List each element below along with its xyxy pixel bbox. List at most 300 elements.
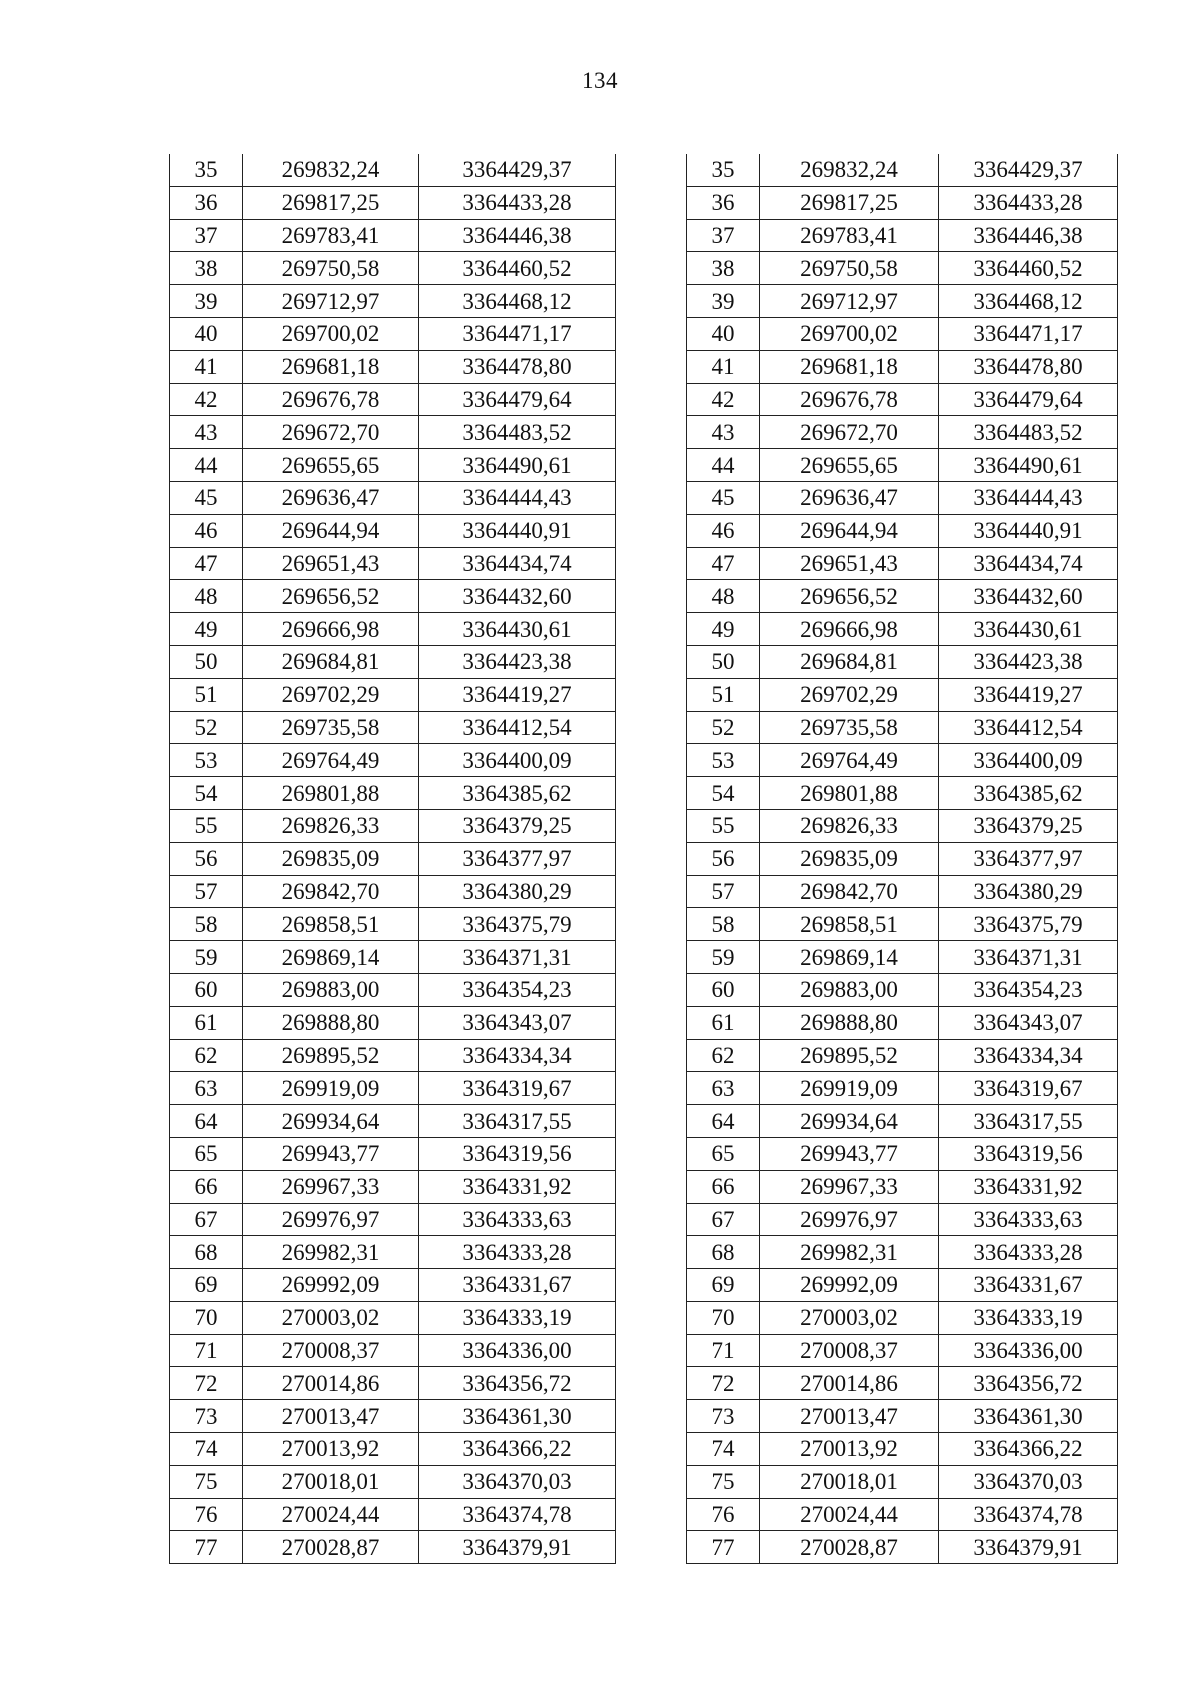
y-coordinate-cell: 3364319,67	[419, 1072, 616, 1105]
y-coordinate-cell: 3364366,22	[419, 1433, 616, 1466]
y-coordinate-cell: 3364333,28	[939, 1236, 1118, 1269]
y-coordinate-cell: 3364434,74	[939, 547, 1118, 580]
x-coordinate-cell: 269976,97	[243, 1203, 419, 1236]
table-row	[687, 1039, 1118, 1072]
point-number-cell: 68	[687, 1236, 760, 1269]
table-row	[687, 777, 1118, 810]
point-number-cell: 58	[170, 908, 243, 941]
x-coordinate-cell: 269702,29	[243, 678, 419, 711]
x-coordinate-cell: 269967,33	[243, 1170, 419, 1203]
table-row	[687, 219, 1118, 252]
y-coordinate-cell: 3364433,28	[419, 186, 616, 219]
table-row	[687, 809, 1118, 842]
table-row	[687, 1170, 1118, 1203]
x-coordinate-cell: 269895,52	[243, 1039, 419, 1072]
y-coordinate-cell: 3364446,38	[939, 219, 1118, 252]
table-row	[687, 1236, 1118, 1269]
x-coordinate-cell: 269832,24	[760, 154, 939, 186]
x-coordinate-cell: 269655,65	[243, 449, 419, 482]
table-row	[687, 481, 1118, 514]
point-number-cell: 60	[170, 973, 243, 1006]
x-coordinate-cell: 269888,80	[243, 1006, 419, 1039]
y-coordinate-cell: 3364432,60	[939, 580, 1118, 613]
y-coordinate-cell: 3364331,67	[419, 1269, 616, 1302]
point-number-cell: 66	[170, 1170, 243, 1203]
y-coordinate-cell: 3364356,72	[419, 1367, 616, 1400]
table-row	[170, 1334, 616, 1367]
table-row	[170, 547, 616, 580]
point-number-cell: 64	[687, 1105, 760, 1138]
x-coordinate-cell: 269684,81	[243, 645, 419, 678]
point-number-cell: 65	[170, 1137, 243, 1170]
table-row	[170, 481, 616, 514]
table-row	[687, 1006, 1118, 1039]
table-row	[687, 1433, 1118, 1466]
x-coordinate-cell: 269681,18	[760, 350, 939, 383]
point-number-cell: 52	[687, 711, 760, 744]
point-number-cell: 65	[687, 1137, 760, 1170]
point-number-cell: 42	[170, 383, 243, 416]
point-number-cell: 69	[687, 1269, 760, 1302]
table-row	[687, 711, 1118, 744]
point-number-cell: 68	[170, 1236, 243, 1269]
y-coordinate-cell: 3364336,00	[419, 1334, 616, 1367]
point-number-cell: 67	[170, 1203, 243, 1236]
x-coordinate-cell: 269869,14	[243, 941, 419, 974]
table-row	[170, 350, 616, 383]
y-coordinate-cell: 3364468,12	[419, 285, 616, 318]
table-row	[170, 645, 616, 678]
point-number-cell: 38	[170, 252, 243, 285]
y-coordinate-cell: 3364370,03	[939, 1465, 1118, 1498]
y-coordinate-cell: 3364483,52	[419, 416, 616, 449]
point-number-cell: 41	[687, 350, 760, 383]
x-coordinate-cell: 270018,01	[243, 1465, 419, 1498]
y-coordinate-cell: 3364366,22	[939, 1433, 1118, 1466]
x-coordinate-cell: 269982,31	[243, 1236, 419, 1269]
x-coordinate-cell: 269992,09	[243, 1269, 419, 1302]
point-number-cell: 36	[687, 186, 760, 219]
point-number-cell: 39	[170, 285, 243, 318]
point-number-cell: 71	[170, 1334, 243, 1367]
point-number-cell: 59	[687, 941, 760, 974]
table-row	[170, 1170, 616, 1203]
y-coordinate-cell: 3364336,00	[939, 1334, 1118, 1367]
x-coordinate-cell: 269883,00	[760, 973, 939, 1006]
x-coordinate-cell: 269826,33	[243, 809, 419, 842]
x-coordinate-cell: 270013,92	[243, 1433, 419, 1466]
y-coordinate-cell: 3364440,91	[419, 514, 616, 547]
point-number-cell: 76	[170, 1498, 243, 1531]
point-number-cell: 35	[687, 154, 760, 186]
x-coordinate-cell: 269666,98	[243, 613, 419, 646]
y-coordinate-cell: 3364370,03	[419, 1465, 616, 1498]
table-row	[170, 875, 616, 908]
y-coordinate-cell: 3364317,55	[939, 1105, 1118, 1138]
y-coordinate-cell: 3364460,52	[939, 252, 1118, 285]
y-coordinate-cell: 3364385,62	[939, 777, 1118, 810]
x-coordinate-cell: 269702,29	[760, 678, 939, 711]
table-row	[170, 1236, 616, 1269]
point-number-cell: 75	[687, 1465, 760, 1498]
y-coordinate-cell: 3364319,56	[939, 1137, 1118, 1170]
point-number-cell: 74	[687, 1433, 760, 1466]
x-coordinate-cell: 270014,86	[243, 1367, 419, 1400]
table-row	[170, 613, 616, 646]
table-row	[170, 219, 616, 252]
table-row	[170, 908, 616, 941]
table-row	[687, 1203, 1118, 1236]
x-coordinate-cell: 269735,58	[243, 711, 419, 744]
x-coordinate-cell: 269801,88	[760, 777, 939, 810]
point-number-cell: 57	[687, 875, 760, 908]
page-number: 134	[582, 68, 618, 93]
x-coordinate-cell: 269681,18	[243, 350, 419, 383]
point-number-cell: 42	[687, 383, 760, 416]
y-coordinate-cell: 3364490,61	[939, 449, 1118, 482]
x-coordinate-cell: 269672,70	[243, 416, 419, 449]
point-number-cell: 38	[687, 252, 760, 285]
y-coordinate-cell: 3364374,78	[419, 1498, 616, 1531]
point-number-cell: 60	[687, 973, 760, 1006]
x-coordinate-cell: 270013,47	[760, 1400, 939, 1433]
y-coordinate-cell: 3364361,30	[419, 1400, 616, 1433]
table-row	[687, 317, 1118, 350]
y-coordinate-cell: 3364343,07	[419, 1006, 616, 1039]
point-number-cell: 66	[687, 1170, 760, 1203]
x-coordinate-cell: 269644,94	[760, 514, 939, 547]
x-coordinate-cell: 269676,78	[760, 383, 939, 416]
x-coordinate-cell: 269835,09	[243, 842, 419, 875]
point-number-cell: 43	[687, 416, 760, 449]
y-coordinate-cell: 3364479,64	[939, 383, 1118, 416]
x-coordinate-cell: 269967,33	[760, 1170, 939, 1203]
table-row	[170, 1039, 616, 1072]
point-number-cell: 75	[170, 1465, 243, 1498]
table-row	[170, 1301, 616, 1334]
x-coordinate-cell: 269712,97	[243, 285, 419, 318]
x-coordinate-cell: 269666,98	[760, 613, 939, 646]
table-row	[687, 383, 1118, 416]
x-coordinate-cell: 269817,25	[243, 186, 419, 219]
point-number-cell: 47	[170, 547, 243, 580]
table-row	[170, 580, 616, 613]
point-number-cell: 49	[170, 613, 243, 646]
y-coordinate-cell: 3364356,72	[939, 1367, 1118, 1400]
table-row	[170, 1433, 616, 1466]
point-number-cell: 48	[170, 580, 243, 613]
table-row	[170, 383, 616, 416]
table-row	[687, 154, 1118, 186]
point-number-cell: 55	[170, 809, 243, 842]
table-row	[687, 875, 1118, 908]
table-row	[687, 1367, 1118, 1400]
point-number-cell: 56	[170, 842, 243, 875]
coordinates-table-body	[170, 154, 616, 1564]
x-coordinate-cell: 270008,37	[760, 1334, 939, 1367]
y-coordinate-cell: 3364333,19	[419, 1301, 616, 1334]
point-number-cell: 62	[687, 1039, 760, 1072]
x-coordinate-cell: 269684,81	[760, 645, 939, 678]
y-coordinate-cell: 3364479,64	[419, 383, 616, 416]
x-coordinate-cell: 270003,02	[243, 1301, 419, 1334]
y-coordinate-cell: 3364333,63	[419, 1203, 616, 1236]
x-coordinate-cell: 270018,01	[760, 1465, 939, 1498]
table-row	[687, 941, 1118, 974]
y-coordinate-cell: 3364334,34	[419, 1039, 616, 1072]
point-number-cell: 62	[170, 1039, 243, 1072]
x-coordinate-cell: 269750,58	[243, 252, 419, 285]
table-row	[687, 1301, 1118, 1334]
table-row	[687, 416, 1118, 449]
table-row	[687, 1072, 1118, 1105]
table-row	[687, 1334, 1118, 1367]
point-number-cell: 63	[170, 1072, 243, 1105]
point-number-cell: 54	[687, 777, 760, 810]
x-coordinate-cell: 270008,37	[243, 1334, 419, 1367]
x-coordinate-cell: 269842,70	[760, 875, 939, 908]
y-coordinate-cell: 3364333,28	[419, 1236, 616, 1269]
y-coordinate-cell: 3364319,56	[419, 1137, 616, 1170]
table-row	[170, 1137, 616, 1170]
x-coordinate-cell: 269655,65	[760, 449, 939, 482]
table-row	[687, 1269, 1118, 1302]
y-coordinate-cell: 3364483,52	[939, 416, 1118, 449]
y-coordinate-cell: 3364379,25	[939, 809, 1118, 842]
x-coordinate-cell: 270028,87	[760, 1531, 939, 1564]
x-coordinate-cell: 269651,43	[243, 547, 419, 580]
table-row	[170, 1203, 616, 1236]
x-coordinate-cell: 269656,52	[243, 580, 419, 613]
y-coordinate-cell: 3364380,29	[419, 875, 616, 908]
y-coordinate-cell: 3364433,28	[939, 186, 1118, 219]
point-number-cell: 61	[687, 1006, 760, 1039]
x-coordinate-cell: 269700,02	[243, 317, 419, 350]
point-number-cell: 72	[170, 1367, 243, 1400]
y-coordinate-cell: 3364400,09	[419, 744, 616, 777]
y-coordinate-cell: 3364429,37	[419, 154, 616, 186]
table-row	[170, 154, 616, 186]
table-row	[687, 1105, 1118, 1138]
point-number-cell: 69	[170, 1269, 243, 1302]
y-coordinate-cell: 3364434,74	[419, 547, 616, 580]
y-coordinate-cell: 3364334,34	[939, 1039, 1118, 1072]
table-row	[170, 285, 616, 318]
table-row	[170, 678, 616, 711]
x-coordinate-cell: 269817,25	[760, 186, 939, 219]
y-coordinate-cell: 3364471,17	[419, 317, 616, 350]
y-coordinate-cell: 3364444,43	[939, 481, 1118, 514]
table-row	[687, 744, 1118, 777]
point-number-cell: 44	[687, 449, 760, 482]
x-coordinate-cell: 269651,43	[760, 547, 939, 580]
x-coordinate-cell: 269735,58	[760, 711, 939, 744]
point-number-cell: 53	[170, 744, 243, 777]
y-coordinate-cell: 3364471,17	[939, 317, 1118, 350]
y-coordinate-cell: 3364460,52	[419, 252, 616, 285]
x-coordinate-cell: 269644,94	[243, 514, 419, 547]
y-coordinate-cell: 3364379,91	[419, 1531, 616, 1564]
point-number-cell: 45	[687, 481, 760, 514]
table-row	[170, 514, 616, 547]
table-row	[170, 186, 616, 219]
y-coordinate-cell: 3364440,91	[939, 514, 1118, 547]
y-coordinate-cell: 3364430,61	[419, 613, 616, 646]
point-number-cell: 37	[687, 219, 760, 252]
table-row	[687, 350, 1118, 383]
x-coordinate-cell: 269919,09	[760, 1072, 939, 1105]
y-coordinate-cell: 3364317,55	[419, 1105, 616, 1138]
x-coordinate-cell: 269672,70	[760, 416, 939, 449]
y-coordinate-cell: 3364412,54	[419, 711, 616, 744]
point-number-cell: 40	[687, 317, 760, 350]
table-row	[170, 1531, 616, 1564]
x-coordinate-cell: 270024,44	[760, 1498, 939, 1531]
x-coordinate-cell: 269919,09	[243, 1072, 419, 1105]
point-number-cell: 70	[687, 1301, 760, 1334]
point-number-cell: 63	[687, 1072, 760, 1105]
y-coordinate-cell: 3364377,97	[419, 842, 616, 875]
table-row	[687, 678, 1118, 711]
table-row	[687, 186, 1118, 219]
x-coordinate-cell: 269835,09	[760, 842, 939, 875]
x-coordinate-cell: 269783,41	[760, 219, 939, 252]
y-coordinate-cell: 3364375,79	[419, 908, 616, 941]
point-number-cell: 74	[170, 1433, 243, 1466]
y-coordinate-cell: 3364412,54	[939, 711, 1118, 744]
point-number-cell: 44	[170, 449, 243, 482]
table-row	[687, 1137, 1118, 1170]
table-row	[170, 711, 616, 744]
y-coordinate-cell: 3364430,61	[939, 613, 1118, 646]
x-coordinate-cell: 269801,88	[243, 777, 419, 810]
table-row	[170, 252, 616, 285]
table-row	[687, 908, 1118, 941]
x-coordinate-cell: 270013,47	[243, 1400, 419, 1433]
point-number-cell: 39	[687, 285, 760, 318]
table-row	[687, 645, 1118, 678]
x-coordinate-cell: 269943,77	[760, 1137, 939, 1170]
table-row	[170, 1105, 616, 1138]
table-row	[687, 285, 1118, 318]
table-row	[687, 449, 1118, 482]
x-coordinate-cell: 269636,47	[243, 481, 419, 514]
point-number-cell: 41	[170, 350, 243, 383]
x-coordinate-cell: 269826,33	[760, 809, 939, 842]
point-number-cell: 64	[170, 1105, 243, 1138]
point-number-cell: 50	[170, 645, 243, 678]
x-coordinate-cell: 269764,49	[243, 744, 419, 777]
y-coordinate-cell: 3364478,80	[939, 350, 1118, 383]
point-number-cell: 76	[687, 1498, 760, 1531]
y-coordinate-cell: 3364423,38	[419, 645, 616, 678]
point-number-cell: 49	[687, 613, 760, 646]
y-coordinate-cell: 3364331,67	[939, 1269, 1118, 1302]
y-coordinate-cell: 3364343,07	[939, 1006, 1118, 1039]
table-row	[170, 777, 616, 810]
point-number-cell: 35	[170, 154, 243, 186]
y-coordinate-cell: 3364400,09	[939, 744, 1118, 777]
table-row	[170, 842, 616, 875]
point-number-cell: 40	[170, 317, 243, 350]
y-coordinate-cell: 3364419,27	[939, 678, 1118, 711]
x-coordinate-cell: 269883,00	[243, 973, 419, 1006]
y-coordinate-cell: 3364377,97	[939, 842, 1118, 875]
x-coordinate-cell: 269943,77	[243, 1137, 419, 1170]
point-number-cell: 55	[687, 809, 760, 842]
x-coordinate-cell: 269934,64	[760, 1105, 939, 1138]
x-coordinate-cell: 270003,02	[760, 1301, 939, 1334]
table-row	[687, 1400, 1118, 1433]
y-coordinate-cell: 3364371,31	[939, 941, 1118, 974]
table-row	[687, 1498, 1118, 1531]
table-row	[170, 1367, 616, 1400]
y-coordinate-cell: 3364354,23	[939, 973, 1118, 1006]
table-row	[687, 1531, 1118, 1564]
table-row	[687, 580, 1118, 613]
point-number-cell: 37	[170, 219, 243, 252]
table-row	[687, 252, 1118, 285]
x-coordinate-cell: 270014,86	[760, 1367, 939, 1400]
y-coordinate-cell: 3364490,61	[419, 449, 616, 482]
y-coordinate-cell: 3364380,29	[939, 875, 1118, 908]
point-number-cell: 71	[687, 1334, 760, 1367]
x-coordinate-cell: 269764,49	[760, 744, 939, 777]
point-number-cell: 48	[687, 580, 760, 613]
point-number-cell: 61	[170, 1006, 243, 1039]
table-row	[687, 842, 1118, 875]
point-number-cell: 43	[170, 416, 243, 449]
x-coordinate-cell: 269712,97	[760, 285, 939, 318]
x-coordinate-cell: 269842,70	[243, 875, 419, 908]
table-row	[170, 449, 616, 482]
y-coordinate-cell: 3364468,12	[939, 285, 1118, 318]
table-row	[170, 1498, 616, 1531]
table-row	[170, 317, 616, 350]
point-number-cell: 50	[687, 645, 760, 678]
point-number-cell: 46	[687, 514, 760, 547]
y-coordinate-cell: 3364379,91	[939, 1531, 1118, 1564]
table-row	[687, 613, 1118, 646]
table-row	[687, 1465, 1118, 1498]
x-coordinate-cell: 270024,44	[243, 1498, 419, 1531]
table-row	[687, 973, 1118, 1006]
x-coordinate-cell: 269783,41	[243, 219, 419, 252]
point-number-cell: 54	[170, 777, 243, 810]
coordinates-table-body	[687, 154, 1118, 1564]
x-coordinate-cell: 269934,64	[243, 1105, 419, 1138]
coordinates-table-left	[169, 154, 616, 1564]
point-number-cell: 47	[687, 547, 760, 580]
point-number-cell: 77	[170, 1531, 243, 1564]
point-number-cell: 53	[687, 744, 760, 777]
point-number-cell: 57	[170, 875, 243, 908]
point-number-cell: 46	[170, 514, 243, 547]
y-coordinate-cell: 3364419,27	[419, 678, 616, 711]
x-coordinate-cell: 269858,51	[760, 908, 939, 941]
x-coordinate-cell: 269869,14	[760, 941, 939, 974]
y-coordinate-cell: 3364432,60	[419, 580, 616, 613]
point-number-cell: 45	[170, 481, 243, 514]
y-coordinate-cell: 3364374,78	[939, 1498, 1118, 1531]
y-coordinate-cell: 3364331,92	[419, 1170, 616, 1203]
y-coordinate-cell: 3364333,63	[939, 1203, 1118, 1236]
x-coordinate-cell: 269656,52	[760, 580, 939, 613]
y-coordinate-cell: 3364354,23	[419, 973, 616, 1006]
y-coordinate-cell: 3364361,30	[939, 1400, 1118, 1433]
point-number-cell: 67	[687, 1203, 760, 1236]
x-coordinate-cell: 269895,52	[760, 1039, 939, 1072]
